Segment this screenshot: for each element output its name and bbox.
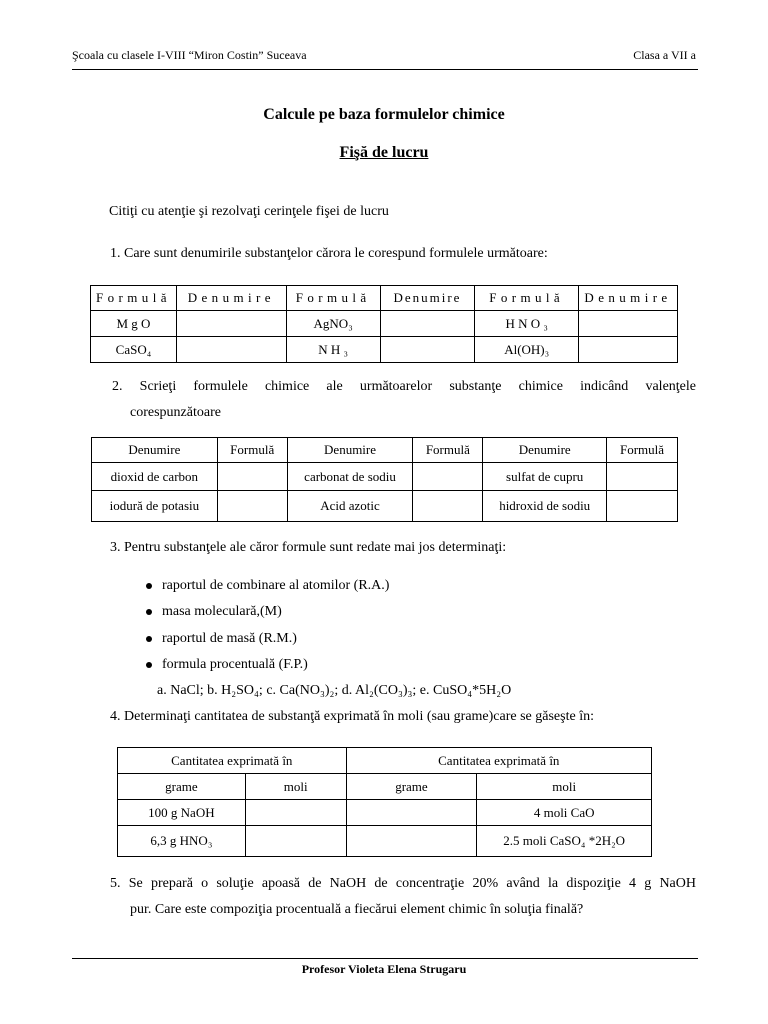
group-header-cell: Cantitatea exprimată în bbox=[118, 748, 347, 774]
list-item-text: raportul de masă (R.M.) bbox=[162, 631, 297, 646]
answer-cell[interactable] bbox=[217, 463, 287, 491]
question-5-text: 5. Se prepară o soluţie apoasă de NaOH de concentraţie 20% având la dispoziţie 4 g NaOH bbox=[110, 876, 696, 891]
table-row bbox=[92, 463, 678, 491]
list-item-text: formula procentuală (F.P.) bbox=[162, 657, 308, 672]
footer-rule bbox=[72, 958, 698, 959]
answer-cell[interactable] bbox=[607, 491, 678, 522]
table-cell: sulfat de cupru bbox=[483, 463, 607, 491]
header-cell: Denumire bbox=[287, 438, 413, 463]
header-cell: Formulă bbox=[413, 438, 483, 463]
header-cell: grame bbox=[346, 774, 477, 800]
list-item-text: raportul de combinare al atomilor (R.A.) bbox=[162, 578, 390, 593]
answer-cell[interactable] bbox=[413, 463, 483, 491]
header-cell: Formulă bbox=[91, 286, 177, 311]
answer-cell[interactable] bbox=[176, 311, 286, 337]
header-cell: Denumire bbox=[92, 438, 218, 463]
table-cell: H N O ₃ bbox=[475, 311, 579, 337]
author-footer: Profesor Violeta Elena Strugaru bbox=[301, 962, 467, 976]
header-cell: Denumire bbox=[380, 286, 475, 311]
table-row bbox=[118, 826, 652, 857]
intro-text: Citiţi cu atenţie şi rezolvaţi cerinţele fişei de lucru bbox=[109, 204, 389, 219]
table-cell: 4 moli CaO bbox=[477, 800, 652, 826]
table-row bbox=[118, 800, 652, 826]
header-cell: grame bbox=[118, 774, 246, 800]
question-2-text: 2. Scrieţi formulele chimice ale următoarelor substanţe chimice indicând valenţele bbox=[112, 379, 696, 394]
table-cell: N H ₃ bbox=[286, 337, 380, 363]
bullet-icon bbox=[146, 583, 152, 589]
table-cell: dioxid de carbon bbox=[92, 463, 218, 491]
table-cell: M g O bbox=[91, 311, 177, 337]
answer-cell[interactable] bbox=[346, 800, 477, 826]
bullet-icon bbox=[146, 609, 152, 615]
list-item bbox=[146, 604, 282, 620]
bullet-icon bbox=[146, 662, 152, 668]
formula-names-table bbox=[90, 285, 678, 363]
school-name: Şcoala cu clasele I-VIII “Miron Costin” Suceava bbox=[72, 48, 307, 62]
header-cell: Denumire bbox=[483, 438, 607, 463]
answer-cell[interactable] bbox=[579, 311, 678, 337]
answer-cell[interactable] bbox=[245, 800, 346, 826]
substance-formulas-table bbox=[91, 437, 678, 522]
table-header-row bbox=[91, 286, 678, 311]
header-cell: moli bbox=[477, 774, 652, 800]
table-cell: 6,3 g HNO₃ bbox=[118, 826, 246, 857]
answer-cell[interactable] bbox=[217, 491, 287, 522]
table-header-row bbox=[92, 438, 678, 463]
list-item bbox=[146, 657, 308, 673]
answer-cell[interactable] bbox=[579, 337, 678, 363]
table-subheader-row bbox=[118, 774, 652, 800]
header-cell: Formulă bbox=[286, 286, 380, 311]
header-cell: Formulă bbox=[607, 438, 678, 463]
question-5-text-continued: pur. Care este compoziţia procentuală a fiecărui element chimic în soluţia finală? bbox=[130, 902, 584, 917]
header-cell: moli bbox=[245, 774, 346, 800]
answer-cell[interactable] bbox=[176, 337, 286, 363]
table-cell: hidroxid de sodiu bbox=[483, 491, 607, 522]
header-cell: Denumire bbox=[579, 286, 678, 311]
substance-list: a. NaCl; b. H₂SO₄; c. Ca(NO₃)₂; d. Al₂(CO₃)₃; e. CuSO₄*5H₂O bbox=[157, 683, 512, 698]
table-cell: 2.5 moli CaSO₄ *2H₂O bbox=[477, 826, 652, 857]
list-item bbox=[146, 631, 297, 647]
question-2-text-continued: corespunzătoare bbox=[130, 405, 221, 420]
document-title: Calcule pe baza formulelor chimice bbox=[263, 106, 505, 123]
bullet-icon bbox=[146, 636, 152, 642]
table-cell: CaSO₄ bbox=[91, 337, 177, 363]
group-header-cell: Cantitatea exprimată în bbox=[346, 748, 651, 774]
table-cell: carbonat de sodiu bbox=[287, 463, 413, 491]
table-cell: AgNO₃ bbox=[286, 311, 380, 337]
table-header-row bbox=[118, 748, 652, 774]
question-4-text: 4. Determinaţi cantitatea de substanţă exprimată în moli (sau grame)care se găseşte în: bbox=[110, 709, 594, 724]
answer-cell[interactable] bbox=[346, 826, 477, 857]
question-3-text: 3. Pentru substanţele ale căror formule sunt redate mai jos determinaţi: bbox=[110, 540, 507, 555]
document-subtitle: Fişă de lucru bbox=[339, 144, 429, 161]
header-cell: Formulă bbox=[217, 438, 287, 463]
table-cell: 100 g NaOH bbox=[118, 800, 246, 826]
answer-cell[interactable] bbox=[380, 337, 475, 363]
table-row bbox=[92, 491, 678, 522]
table-row bbox=[91, 337, 678, 363]
answer-cell[interactable] bbox=[245, 826, 346, 857]
answer-cell[interactable] bbox=[413, 491, 483, 522]
list-item-text: masa moleculară,(M) bbox=[162, 604, 282, 619]
table-cell: Al(OH)₃ bbox=[475, 337, 579, 363]
list-item bbox=[146, 578, 389, 594]
table-row bbox=[91, 311, 678, 337]
answer-cell[interactable] bbox=[380, 311, 475, 337]
quantity-table bbox=[117, 747, 652, 857]
class-name: Clasa a VII a bbox=[633, 48, 696, 62]
header-cell: Denumire bbox=[176, 286, 286, 311]
question-1-text: 1. Care sunt denumirile substanţelor cărora le corespund formulele următoare: bbox=[110, 246, 548, 261]
header-cell: Formulă bbox=[475, 286, 579, 311]
table-cell: Acid azotic bbox=[287, 491, 413, 522]
header-rule bbox=[72, 69, 698, 70]
table-cell: iodură de potasiu bbox=[92, 491, 218, 522]
page-header bbox=[72, 48, 696, 64]
answer-cell[interactable] bbox=[607, 463, 678, 491]
